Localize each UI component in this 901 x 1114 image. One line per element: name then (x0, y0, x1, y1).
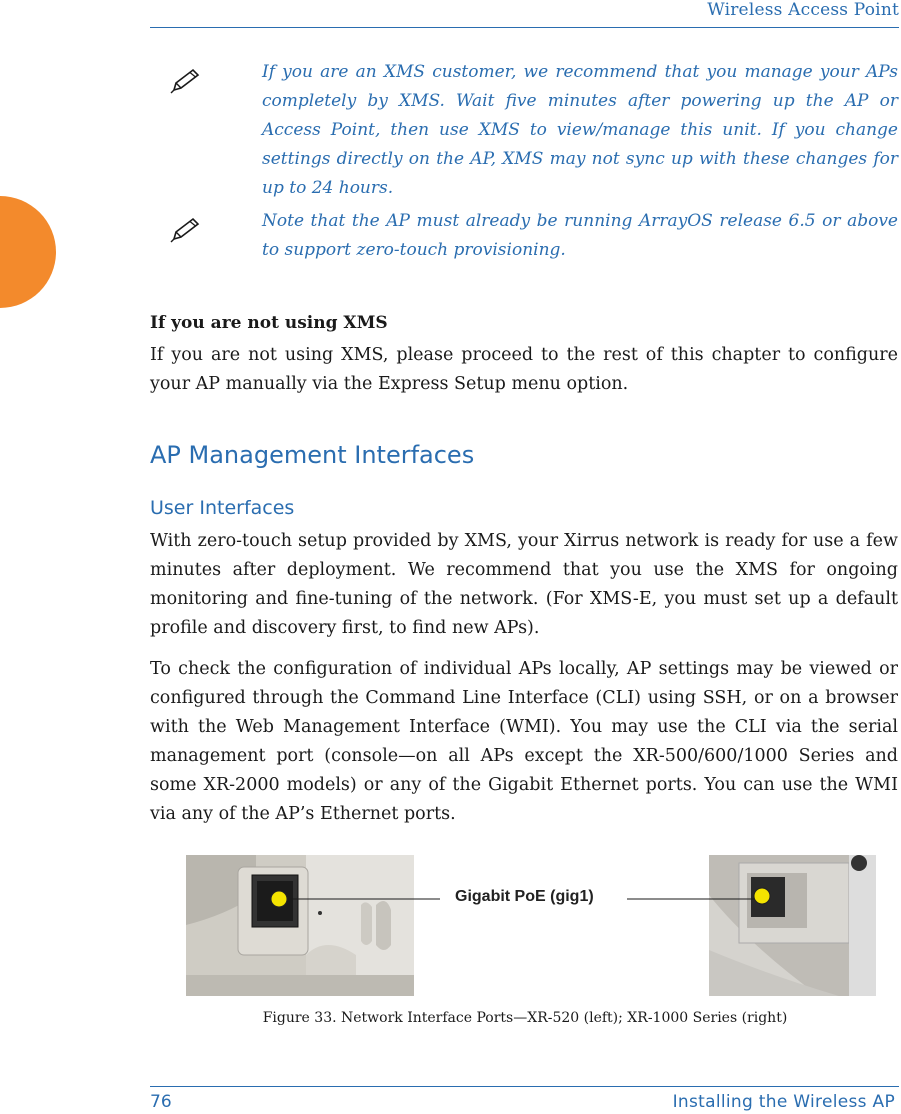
page-number: 76 (150, 1092, 172, 1112)
paragraph-not-xms: If you are not using XMS, please proceed to the rest of this chapter to configure your AP manually via the Express Setup menu option. (150, 345, 898, 394)
footer-rule (150, 1086, 899, 1087)
figure-caption: Figure 33. Network Interface Ports—XR-520 (left); XR-1000 Series (right) (262, 1010, 788, 1026)
subsection-heading: If you are not using XMS (150, 313, 388, 333)
paragraph-cli-wmi: To check the configuration of individual APs locally, AP settings may be viewed or configured through the Command Line Interface (CLI) using SSH, or on a browser with the Web Management Interface (WMI). You may use the CLI via the serial management port (console—on all APs except the XR-500/600/1000 Series and some XR-2000 models) or any of the Gigabit Ethernet ports. You can use the WMI via any of the AP’s Ethernet ports. (150, 659, 898, 824)
note-text: Note that the AP must already be running ArrayOS release 6.5 or above to support zero-touch provisioning. (262, 211, 898, 260)
port-marker-left (271, 891, 287, 907)
port-marker-right (754, 888, 770, 904)
section-heading: AP Management Interfaces (150, 441, 475, 469)
port-label: Gigabit PoE (gig1) (455, 888, 594, 905)
paragraph-zero-touch: With zero-touch setup provided by XMS, your Xirrus network is ready for use a few minutes after deployment. We recommend that you use the XMS for ongoing monitoring and fine-tuning of the network. (For XMS-E, you must set up a default profile and discovery first, to find new APs). (150, 531, 898, 638)
running-header-title: Wireless Access Point (707, 0, 899, 20)
running-footer-title: Installing the Wireless AP (672, 1092, 895, 1112)
note-text: If you are an XMS customer, we recommend that you manage your APs completely by XMS. Wait five minutes after powering up the AP or Access Point, then use XMS to view/manage this unit. If you change settings directly on the AP, XMS may not sync up with these changes for up to 24 hours. (262, 62, 898, 198)
subsection-heading-user-interfaces: User Interfaces (150, 497, 295, 519)
